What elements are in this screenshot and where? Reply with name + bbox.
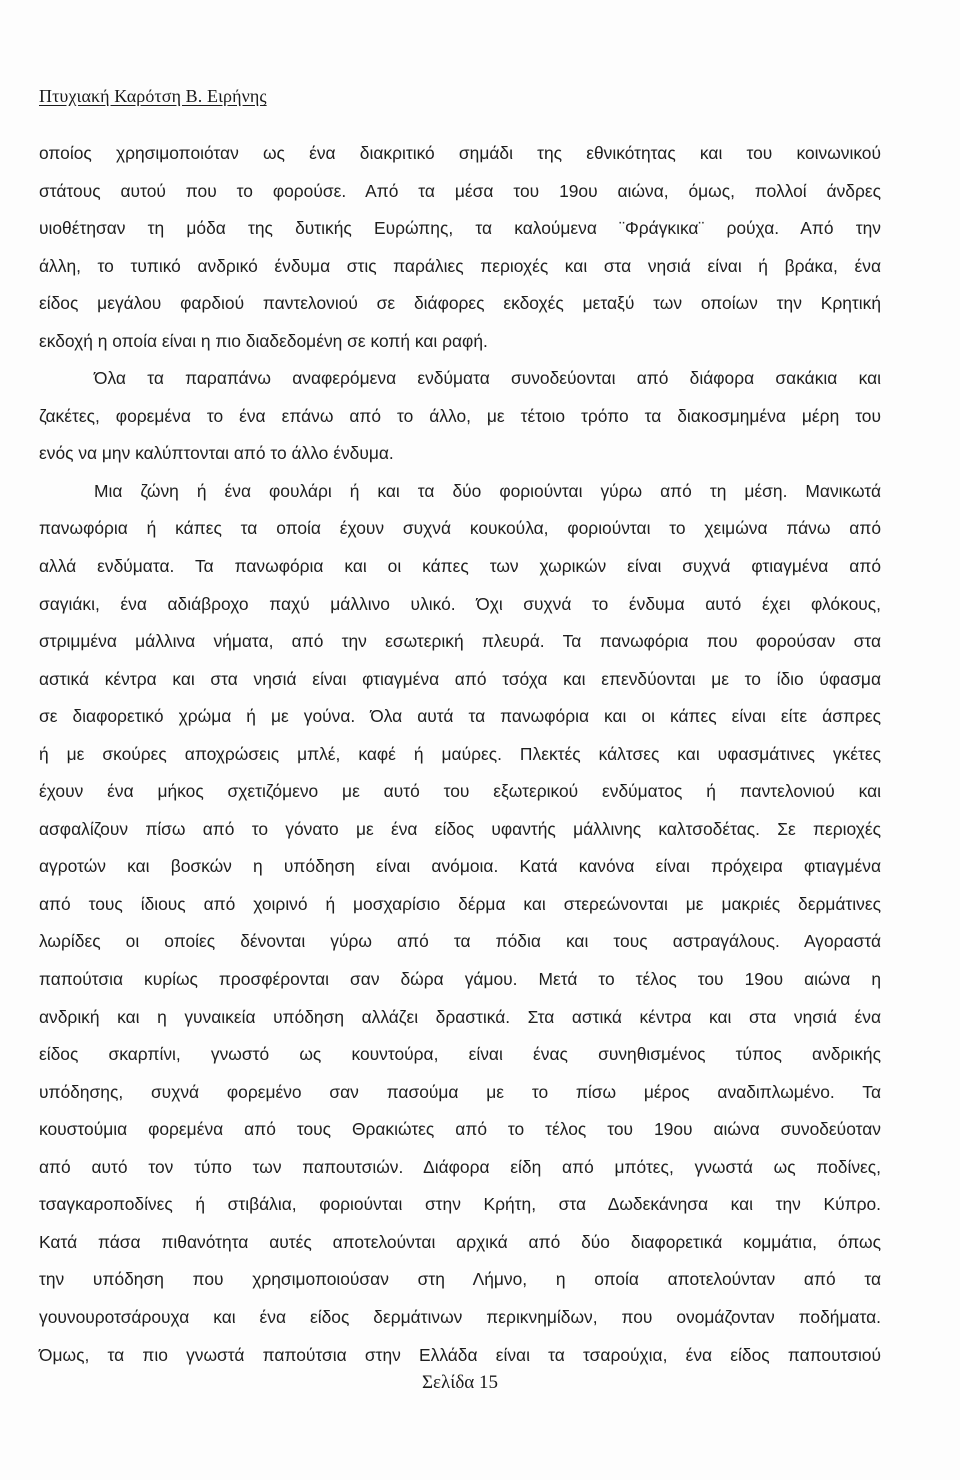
text-line: Όλα τα παραπάνω αναφερόμενα ενδύματα συνοδεύονται από διάφορα σακάκια και — [94, 368, 881, 389]
text-line: οποίος χρησιμοποιόταν ως ένα διακριτικό σημάδι της εθνικότητας και του κοινωνικού — [39, 143, 881, 163]
text-line: στριμμένα μάλλινα νήματα, από την εσωτερική πλευρά. Τα πανωφόρια που φορούσαν στα — [39, 631, 881, 652]
text-line: ανδρική και η γυναικεία υπόδηση αλλάζει δραστικά. Στα αστικά κέντρα και στα νησιά ένα — [39, 1006, 881, 1027]
text-line: Μια ζώνη ή ένα φουλάρι ή και τα δύο φοριούνται γύρω από τη μέση. Μανικωτά — [94, 480, 881, 501]
text-line: από τους ίδιους από χοιρινό ή μοσχαρίσιο δέρμα και στερεώνονται με μακριές δερμάτινες — [39, 893, 881, 914]
text-line: Όμως, τα πιο γνωστά παπούτσια στην Ελλάδα είναι τα τσαρούχια, ένα είδος παπουτσιού — [39, 1344, 881, 1365]
text-line: από αυτό τον τύπο των παπουτσιών. Διάφορα είδη από μπότες, γνωστά ως ποδίνες, — [39, 1156, 881, 1177]
text-line: αγροτών και βοσκών η υπόδηση είναι ανόμοια. Κατά κανόνα είναι πρόχειρα φτιαγμένα — [39, 856, 881, 877]
paragraph-3 — [39, 473, 881, 1374]
text-line: την υπόδηση που χρησιμοποιούσαν στη Λήμνο, η οποία αποτελούνταν από τα — [39, 1269, 881, 1290]
text-line: πανωφόρια ή κάπες τα οποία έχουν συχνά κουκούλα, φοριούνται το χειμώνα πάνω από — [39, 518, 881, 539]
body-text — [39, 135, 881, 1374]
paragraph-1 — [39, 135, 881, 360]
text-line: σε διαφορετικό χρώμα ή με γούνα. Όλα αυτά τα πανωφόρια και οι κάπες είναι είτε άσπρες — [39, 706, 881, 727]
page-number: Σελίδα 15 — [421, 1372, 499, 1393]
text-line: ενός να μην καλύπτονται από το άλλο ένδυμα. — [39, 443, 394, 464]
text-line: υιοθέτησαν τη μόδα της δυτικής Ευρώπης, τα καλούμενα ¨Φράγκικα¨ ρούχα. Από την — [39, 218, 881, 239]
text-line: σαγιάκι, ένα αδιάβροχο παχύ μάλλινο υλικό. Όχι συχνά το ένδυμα αυτό έχει φλόκους, — [39, 593, 881, 614]
text-line: έχουν ένα μήκος σχετιζόμενο με αυτό του εξωτερικού ενδύματος ή παντελονιού και — [39, 781, 881, 802]
text-line: κουστούμια φορεμένα από τους Θρακιώτες από το τέλος του 19ου αιώνα συνοδεύοταν — [39, 1119, 881, 1140]
text-line: εκδοχή η οποία είναι η πιο διαδεδομένη σε κοπή και ραφή. — [39, 330, 488, 351]
text-line: είδος σκαρπίνι, γνωστό ως κουντούρα, είναι ένας συνηθισμένος τύπος ανδρικής — [39, 1044, 881, 1065]
text-line: ή με σκούρες αποχρώσεις μπλέ, καφέ ή μαύρες. Πλεκτές κάλτσες και υφασμάτινες γκέτες — [39, 743, 881, 764]
text-line: είδος μεγάλου φαρδιού παντελονιού σε διάφορες εκδοχές μεταξύ των οποίων την Κρητική — [39, 293, 881, 314]
page-header: Πτυχιακή Καρότση Β. Ειρήνης — [39, 86, 267, 106]
text-line: γουνουροτσάρουχα και ένα είδος δερμάτινων περικνημίδων, που ονομάζονταν ποδήματα. — [39, 1306, 881, 1327]
text-line: τσαγκαροποδίνες ή στιβάλια, φοριούνται στην Κρήτη, στα Δωδεκάνησα και την Κύπρο. — [39, 1194, 881, 1215]
text-line: αλλά ενδύματα. Τα πανωφόρια και οι κάπες των χωρικών είναι συχνά φτιαγμένα από — [39, 556, 881, 577]
text-line: παπούτσια κυρίως προσφέρονται σαν δώρα γάμου. Μετά το τέλος του 19ου αιώνα η — [39, 969, 881, 990]
text-line: ζακέτες, φορεμένα το ένα επάνω από το άλλο, με τέτοιο τρόπο τα διακοσμημένα μέρη του — [39, 405, 881, 426]
text-line: στάτους αυτού που το φορούσε. Από τα μέσα του 19ου αιώνα, όμως, πολλοί άνδρες — [39, 180, 881, 201]
text-line: λωρίδες οι οποίες δένονται γύρω από τα πόδια και τους αστραγάλους. Αγοραστά — [39, 931, 881, 952]
text-line: υπόδησης, συχνά φορεμένο σαν πασούμα με το πίσω μέρος αναδιπλωμένο. Τα — [39, 1081, 881, 1102]
text-line: άλλη, το τυπικό ανδρικό ένδυμα στις παράλιες περιοχές και στα νησιά είναι ή βράκα, ένα — [39, 255, 881, 276]
paragraph-2 — [39, 360, 881, 473]
text-line: Κατά πάσα πιθανότητα αυτές αποτελούνται αρχικά από δύο διαφορετικά κομμάτια, όπως — [39, 1231, 881, 1252]
text-line: αστικά κέντρα και στα νησιά είναι φτιαγμένα από τσόχα και επενδύονται με το ίδιο ύφασμα — [39, 668, 881, 689]
text-line: ασφαλίζουν πίσω από το γόνατο με ένα είδος υφαντής μάλλινης καλτσοδέτας. Σε περιοχές — [39, 818, 881, 839]
page-footer — [0, 1372, 960, 1394]
